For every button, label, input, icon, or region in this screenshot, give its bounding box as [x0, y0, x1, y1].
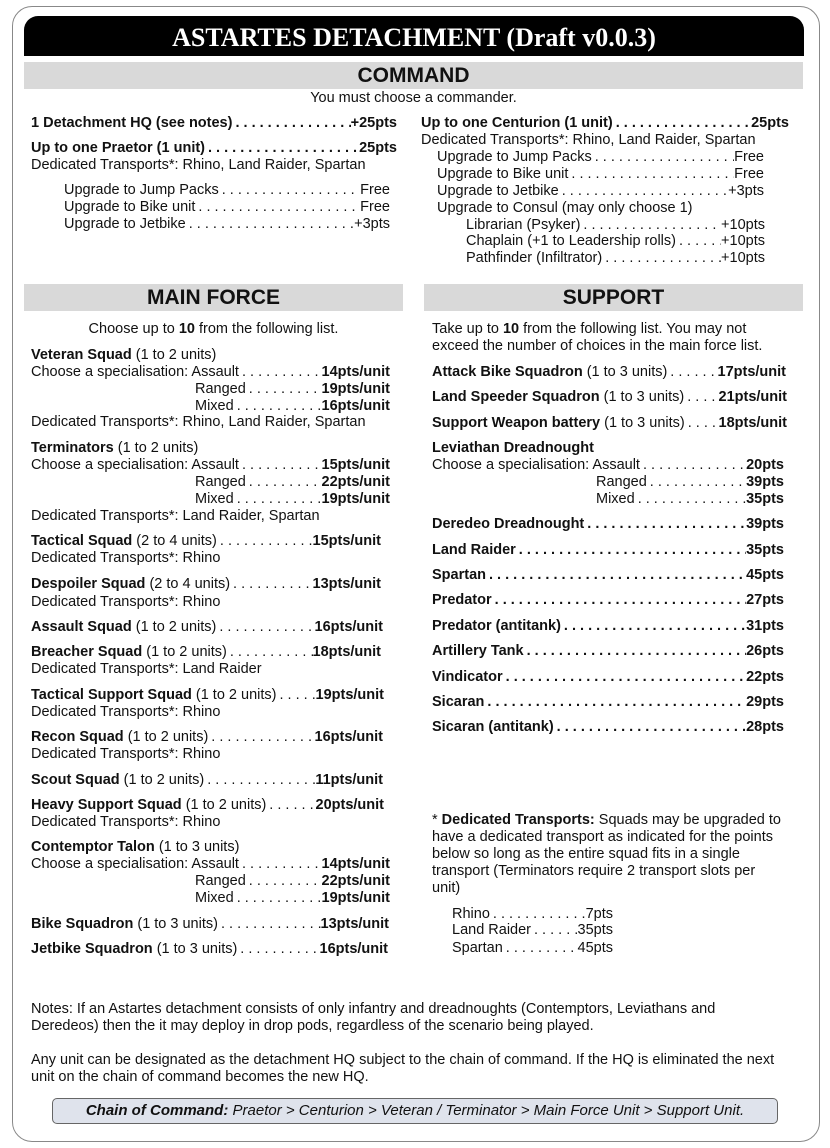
unit-pts: 39pts	[746, 516, 784, 532]
spec-pts: 20pts	[746, 457, 784, 473]
spec-mixed	[195, 398, 390, 415]
intro-text: from the following list. You may not	[519, 321, 747, 337]
upgrade-name: Upgrade to Jetbike	[64, 216, 186, 232]
unit-name: Despoiler Squad	[31, 576, 146, 592]
hq-pts: +25pts	[350, 115, 397, 131]
spec-label: Choose a specialisation: Assault	[31, 457, 239, 473]
dt-note-line2: have a dedicated transport as indicated for the points	[432, 829, 773, 845]
hq-entry	[31, 115, 397, 132]
main-force-heading: MAIN FORCE	[24, 284, 403, 311]
bike-squadron-entry	[31, 916, 389, 933]
spec-pts: 39pts	[746, 474, 784, 490]
centurion-name: Up to one Centurion (1 unit)	[421, 115, 613, 131]
spec-mixed	[195, 491, 390, 508]
transport-pts: 7pts	[585, 906, 613, 922]
unit-pts: 21pts/unit	[718, 389, 787, 405]
spec-label: Ranged	[596, 474, 647, 490]
praetor-entry	[31, 140, 397, 157]
vehicle-entry	[432, 643, 784, 660]
dt-note-line5: unit)	[432, 880, 461, 896]
spec-assault	[31, 457, 390, 474]
spec-label: Choose a specialisation: Assault	[31, 856, 239, 872]
vehicle-entry	[432, 694, 784, 711]
transport-cost	[452, 906, 613, 923]
unit-name: Attack Bike Squadron	[432, 364, 583, 380]
tactical-squad-entry	[31, 533, 381, 550]
tactical-support-squad-entry	[31, 687, 384, 704]
spec-ranged	[596, 474, 784, 491]
unit-qty: (1 to 2 units)	[185, 797, 267, 813]
upgrade-pts: Free	[734, 166, 764, 182]
unit-qty: (1 to 3 units)	[604, 415, 685, 431]
spec-label: Mixed	[195, 398, 234, 414]
praetor-upgrade	[64, 216, 390, 233]
tac-support-transports: Dedicated Transports*: Rhino	[31, 704, 221, 720]
consul-option	[466, 250, 765, 267]
centurion-entry	[421, 115, 789, 132]
unit-pts: 16pts/unit	[314, 729, 383, 745]
unit-qty: (2 to 4 units)	[149, 576, 231, 592]
centurion-upgrade	[437, 149, 764, 166]
unit-name: Vindicator	[432, 669, 503, 685]
support-heading: SUPPORT	[424, 284, 803, 311]
praetor-upgrade	[64, 182, 390, 199]
spec-pts: 22pts/unit	[321, 873, 390, 889]
transport-cost	[452, 940, 613, 957]
command-intro: You must choose a commander.	[310, 90, 517, 106]
unit-name: Assault Squad	[31, 619, 132, 635]
unit-pts: 17pts/unit	[717, 364, 786, 380]
transport-name: Spartan	[452, 940, 503, 956]
unit-name: Predator (antitank)	[432, 618, 561, 634]
dt-note-line3: below so long as the entire squad fits in a single	[432, 846, 740, 862]
unit-qty: (1 to 2 units)	[123, 772, 205, 788]
unit-name: Artillery Tank	[432, 643, 524, 659]
intro-count: 10	[502, 321, 520, 337]
upgrade-pts: Free	[360, 199, 390, 215]
transport-pts: 35pts	[577, 922, 613, 938]
unit-name: Land Raider	[432, 542, 516, 558]
unit-qty: (1 to 3 units)	[156, 941, 238, 957]
heavy-support-squad-entry	[31, 797, 384, 814]
vehicle-entry	[432, 669, 784, 686]
unit-name: Terminators	[31, 440, 114, 456]
spec-label: Mixed	[195, 890, 234, 906]
consul-name: Chaplain (+1 to Leadership rolls)	[466, 233, 676, 249]
chain-text: Praetor > Centurion > Veteran / Terminator > Main Force Unit > Support Unit.	[228, 1102, 745, 1119]
spec-assault	[432, 457, 784, 474]
page-title: ASTARTES DETACHMENT (Draft v0.0.3)	[24, 16, 804, 56]
unit-name: Predator	[432, 592, 492, 608]
spec-ranged	[195, 474, 390, 491]
dt-note-line1: * Dedicated Transports: Squads may be upgraded to	[432, 812, 781, 828]
transport-name: Rhino	[452, 906, 490, 922]
support-weapon-battery-entry	[432, 415, 787, 432]
consul-pts: +10pts	[721, 217, 765, 233]
unit-name: Recon Squad	[31, 729, 124, 745]
breacher-transports: Dedicated Transports*: Land Raider	[31, 661, 262, 677]
unit-qty: (1 to 2 units)	[127, 729, 209, 745]
unit-name: Sicaran	[432, 694, 485, 710]
unit-pts: 13pts/unit	[320, 916, 389, 932]
notes-line1: Notes: If an Astartes detachment consists of only infantry and dreadnoughts (Contemptors, Leviathans and	[31, 1001, 716, 1017]
unit-pts: 13pts/unit	[312, 576, 381, 592]
spec-mixed	[195, 890, 390, 907]
spec-label: Choose a specialisation: Assault	[31, 364, 239, 380]
main-force-intro	[24, 321, 403, 338]
centurion-pts: 25pts	[751, 115, 789, 131]
unit-pts: 16pts/unit	[319, 941, 388, 957]
unit-name: Breacher Squad	[31, 644, 143, 660]
spec-label: Ranged	[195, 873, 246, 889]
unit-qty: (1 to 3 units)	[137, 916, 218, 932]
vehicle-entry	[432, 618, 784, 635]
intro-count: 10	[178, 321, 195, 337]
unit-pts: 18pts/unit	[312, 644, 381, 660]
spec-label: Mixed	[596, 491, 635, 507]
spec-pts: 19pts/unit	[321, 890, 390, 906]
tactical-transports: Dedicated Transports*: Rhino	[31, 550, 221, 566]
transport-pts: 45pts	[577, 940, 613, 956]
unit-name: Veteran Squad	[31, 347, 132, 363]
terminators-name	[31, 440, 198, 457]
intro-text: Choose up to	[88, 321, 179, 337]
veteran-squad-name	[31, 347, 216, 364]
unit-pts: 31pts	[746, 618, 784, 634]
land-speeder-squadron-entry	[432, 389, 787, 406]
spec-pts: 19pts/unit	[321, 491, 390, 507]
unit-name: Jetbike Squadron	[31, 941, 153, 957]
upgrade-pts: Free	[360, 182, 390, 198]
spec-pts: 22pts/unit	[321, 474, 390, 490]
support-intro-line2: exceed the number of choices in the main force list.	[432, 338, 763, 354]
spec-pts: 19pts/unit	[321, 381, 390, 397]
upgrade-pts: +3pts	[728, 183, 764, 199]
scout-squad-entry	[31, 772, 383, 789]
spec-pts: 15pts/unit	[321, 457, 390, 473]
unit-pts: 19pts/unit	[315, 687, 384, 703]
intro-text: Take up to	[432, 321, 503, 337]
vehicle-entry	[432, 516, 784, 533]
spec-label: Ranged	[195, 474, 246, 490]
praetor-transports: Dedicated Transports*: Rhino, Land Raider, Spartan	[31, 157, 366, 173]
unit-name: Tactical Squad	[31, 533, 133, 549]
spec-pts: 14pts/unit	[321, 856, 390, 872]
unit-name: Bike Squadron	[31, 916, 134, 932]
spec-label: Ranged	[195, 381, 246, 397]
attack-bike-squadron-entry	[432, 364, 786, 381]
unit-qty: (1 to 2 units)	[146, 644, 227, 660]
upgrade-name: Upgrade to Jump Packs	[437, 149, 592, 165]
consul-option	[466, 217, 765, 234]
unit-pts: 27pts	[746, 592, 784, 608]
veteran-transports: Dedicated Transports*: Rhino, Land Raider, Spartan	[31, 414, 366, 430]
spec-pts: 35pts	[746, 491, 784, 507]
upgrade-pts: Free	[734, 149, 764, 165]
upgrade-name: Upgrade to Jump Packs	[64, 182, 219, 198]
unit-pts: 29pts	[746, 694, 784, 710]
unit-pts: 22pts	[746, 669, 784, 685]
spec-pts: 14pts/unit	[321, 364, 390, 380]
recon-squad-entry	[31, 729, 383, 746]
unit-name: Deredeo Dreadnought	[432, 516, 585, 532]
heavy-transports: Dedicated Transports*: Rhino	[31, 814, 221, 830]
spec-label: Choose a specialisation: Assault	[432, 457, 640, 473]
unit-name: Heavy Support Squad	[31, 797, 182, 813]
dt-note-text: Squads may be upgraded to	[594, 812, 781, 828]
despoiler-squad-entry	[31, 576, 381, 593]
dt-note-label: Dedicated Transports:	[441, 812, 595, 828]
unit-pts: 18pts/unit	[718, 415, 787, 431]
upgrade-name: Upgrade to Jetbike	[437, 183, 559, 199]
command-heading: COMMAND	[24, 62, 803, 89]
spec-label: Mixed	[195, 491, 234, 507]
spec-pts: 16pts/unit	[321, 398, 390, 414]
spec-assault	[31, 856, 390, 873]
unit-qty: (2 to 4 units)	[136, 533, 217, 549]
unit-name: Land Speeder Squadron	[432, 389, 600, 405]
leviathan-dreadnought-name: Leviathan Dreadnought	[432, 440, 594, 456]
upgrade-name: Upgrade to Bike unit	[437, 166, 569, 182]
centurion-transports: Dedicated Transports*: Rhino, Land Raider, Spartan	[421, 132, 756, 148]
notes-line4: unit on the chain of command becomes the new HQ.	[31, 1069, 369, 1085]
unit-name: Tactical Support Squad	[31, 687, 192, 703]
spec-ranged	[195, 873, 390, 890]
unit-qty: (1 to 2 units)	[135, 619, 217, 635]
despoiler-transports: Dedicated Transports*: Rhino	[31, 594, 221, 610]
unit-qty: (1 to 2 units)	[135, 347, 217, 363]
spec-ranged	[195, 381, 390, 398]
unit-pts: 20pts/unit	[315, 797, 384, 813]
unit-qty: (1 to 3 units)	[586, 364, 668, 380]
transport-cost	[452, 922, 613, 939]
unit-pts: 15pts/unit	[312, 533, 381, 549]
unit-qty: (1 to 2 units)	[195, 687, 277, 703]
praetor-name: Up to one Praetor (1 unit)	[31, 140, 205, 156]
unit-name: Sicaran (antitank)	[432, 719, 554, 735]
jetbike-squadron-entry	[31, 941, 388, 958]
consul-pts: +10pts	[721, 250, 765, 266]
vehicle-entry	[432, 567, 784, 584]
unit-name: Contemptor Talon	[31, 839, 155, 855]
support-intro-line1	[432, 321, 746, 338]
consul-name: Pathfinder (Infiltrator)	[466, 250, 603, 266]
intro-text: from the following list.	[194, 321, 339, 337]
contemptor-talon-name	[31, 839, 239, 856]
hq-name: 1 Detachment HQ (see notes)	[31, 115, 233, 131]
vehicle-entry	[432, 542, 784, 559]
vehicle-entry	[432, 719, 784, 736]
notes-line2: Deredeos) then the it may deploy in drop pods, regardless of the scenario being played.	[31, 1018, 594, 1034]
vehicle-entry	[432, 592, 784, 609]
unit-pts: 35pts	[746, 542, 784, 558]
centurion-upgrade	[437, 183, 764, 200]
consul-pts: +10pts	[721, 233, 765, 249]
praetor-upgrade	[64, 199, 390, 216]
terminators-transports: Dedicated Transports*: Land Raider, Spartan	[31, 508, 320, 524]
unit-name: Support Weapon battery	[432, 415, 601, 431]
dt-note-line4: transport (Terminators require 2 transport slots per	[432, 863, 756, 879]
transport-name: Land Raider	[452, 922, 531, 938]
unit-pts: 28pts	[746, 719, 784, 735]
unit-pts: 11pts/unit	[315, 772, 383, 788]
recon-transports: Dedicated Transports*: Rhino	[31, 746, 221, 762]
chain-label: Chain of Command:	[85, 1102, 229, 1119]
upgrade-pts: +3pts	[354, 216, 390, 232]
praetor-pts: 25pts	[359, 140, 397, 156]
consul-option	[466, 233, 765, 250]
unit-pts: 16pts/unit	[314, 619, 383, 635]
unit-qty: (1 to 2 units)	[117, 440, 199, 456]
unit-pts: 45pts	[746, 567, 784, 583]
assault-squad-entry	[31, 619, 383, 636]
unit-pts: 26pts	[746, 643, 784, 659]
unit-name: Scout Squad	[31, 772, 120, 788]
spec-assault	[31, 364, 390, 381]
breacher-squad-entry	[31, 644, 381, 661]
spec-mixed	[596, 491, 784, 508]
unit-name: Spartan	[432, 567, 486, 583]
chain-of-command	[52, 1098, 778, 1124]
unit-qty: (1 to 3 units)	[603, 389, 685, 405]
notes-line3: Any unit can be designated as the detachment HQ subject to the chain of command. If the HQ is eliminated the next	[31, 1052, 775, 1068]
upgrade-name: Upgrade to Bike unit	[64, 199, 196, 215]
consul-label: Upgrade to Consul (may only choose 1)	[437, 200, 693, 216]
consul-name: Librarian (Psyker)	[466, 217, 581, 233]
centurion-upgrade	[437, 166, 764, 183]
unit-qty: (1 to 3 units)	[158, 839, 240, 855]
